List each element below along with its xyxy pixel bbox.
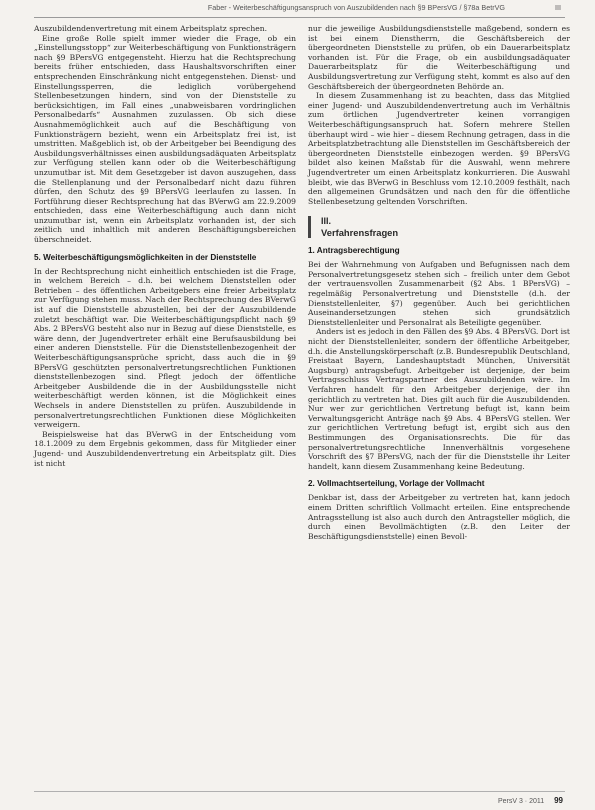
section-heading: 5. Weiterbeschäftigungsmöglichkeiten in der Dienststelle [34,252,257,262]
page-number: 99 [554,796,563,805]
footer-rule [34,791,565,792]
running-title: Faber - Weiterbeschäftigungsanspruch von Auszubildenden nach §9 BPersVG / §78a BetrVG [207,3,505,12]
main-heading-number: III. [321,216,332,227]
main-heading [308,216,570,238]
paragraph: Beispielsweise hat das BVerwG in der Entscheidung vom 18.1.2009 zu dem Ergebnis gekommen, dass für Mitglieder einer Jugend- und Auszubildendenvertretung ein Arbeitsplatz gilt. Dies ist nicht [34,429,296,468]
journal-issue: PersV 3 · 2011 [497,798,545,805]
left-column [34,24,296,468]
footer [498,796,563,805]
paragraph: Eine große Rolle spielt immer wieder die Frage, ob ein „Einstellungsstopp“ zur Weiterbeschäftigung von Funktionsträgern nach §9 BPersVG entgegensteht. Hierzu hat die Rechtsprechung bereits früher entschieden, dass Haushaltsvorschriften einer entsprechenden Einschränkung nicht entgegenstehen. Dienst- und Einstellungssperren, die lediglich vorübergehend Stellenbesetzungen hindern, sind von der Dienststelle zu berücksichtigen, im Fall eines „unabweisbaren vordringlichen Personalbedarfs“ Ausnahmen zuzulassen. Ob sich diese Ausnahmemöglichkeit auch auf die Beschäftigung von Funktionsträgern bezieht, wenn ein Arbeitsplatz frei ist, ist umstritten. Maßgeblich ist, ob der Arbeitgeber bei Beendigung des Ausbildungsverhältnisses einen ausbildungsadäquaten Arbeitsplatz zur Verfügung stellen kann oder ob die Weiterbeschäftigung unzumutbar ist. Mit dem Gesetzgeber ist davon auszugehen, dass die Stellenplanung und der Personalbedarf nicht dazu führen dürfen, den Schutz des §9 BPersVG leerlaufen zu lassen. In Fortführung dieser Rechtsprechung hat das BVerwG am 22.9.2009 entschieden, dass eine Weiterbeschäftigung auch dann nicht unzumutbar ist, wenn ein Arbeitsplatz vorhanden ist, der sich zeitlich und inhaltlich mit anderen Beschäftigungsbereichen überschneidet. [34,33,296,245]
page-flag: III [555,3,561,12]
paragraph: In diesem Zusammenhang ist zu beachten, dass das Mitglied einer Jugend- und Auszubildendenvertretung auch im Verhältnis zum örtlichen Jugendvertreter keinen vorrangigen Weiterbeschäftigungsanspruch hat. Sofern mehrere Stellen überhaupt wird – wie hier – diesem Rechnung getragen, dass in die Arbeitsplatzbetrachtung alle Dienststellen im Geschäftsbereich der übergeordneten Dienststelle einbezogen werden. §9 BPersVG bildet also keinen Maßstab für die Auswahl, wenn mehrere Jugendvertreter um einen Arbeitsplatz konkurrieren. Die Auswahl bleibt, wie das BVerwG in Beschluss vom 12.10.2009 festhält, nach den allgemeinen Grundsätzen und nach den für die öffentliche Stellenbesetzung geltenden Vorschriften. [308,91,570,206]
section-heading: 1. Antragsberechtigung [308,246,400,256]
paragraph: Auszubildendenvertretung mit einem Arbeitsplatz sprechen. [34,24,268,33]
paragraph: Anders ist es jedoch in den Fällen des §9 Abs. 4 BPersVG. Dort ist nicht der Dienststellenleiter, sondern der öffentliche Arbeitgeber, d.h. die Anstellungskörperschaft (z.B. Bundesrepublik Deutschland, Freistaat Bayern, Landeshauptstadt München, Universität Augsburg) antragsbefugt. Arbeitgeber ist derjenige, der beim Vertragsschluss Vertragspartner des Auszubildenden wäre. Im Verfahren handelt für den Arbeitgeber derjenige, der ihn gerichtlich zu vertreten hat. Dies gilt auch für die Auszubildenden. Nur wer zur gerichtlichen Vertretung befugt ist, kann beim Verwaltungsgericht Anträge nach §9 Abs. 4 BPersVG stellen. Wer zur gerichtlichen Vertretung befugt ist, ergibt sich aus den Bestimmungen des Organisationsrechts. Die für das personalvertretungsrechtliche Innenverhältnis vorgesehene Vorschrift des §7 BPersVG, nach der für die Dienststelle ihr Leiter handelt, kann diesem Zusammenhang keine Bedeutung. [308,327,570,471]
main-heading-title: Verfahrensfragen [321,227,399,239]
right-column [308,24,570,541]
paragraph: nur die jeweilige Ausbildungsdienststelle maßgebend, sondern es ist bei einem Dienstherrn, die Geschäftsbereich der übergeordneten Dienststelle zu prüfen, ob ein Dauerarbeitsplatz vorhanden ist. Für die Frage, ob ein ausbildungsadäquater Dauerarbeitsplatz für die Weiterbeschäftigung und Ausbildungsvertretung zur Verfügung steht, kommt es also auf den Geschäftsbereich der übergeordneten Behörde an. [308,24,570,91]
section-heading: 2. Vollmachtserteilung, Vorlage der Vollmacht [308,479,485,489]
paragraph: In der Rechtsprechung nicht einheitlich entschieden ist die Frage, in welchem Bereich – d.h. bei welchem Dienststellen oder Betrieben – des öffentlichen Arbeitgebers eine freier Arbeitsplatz zur Verfügung stehen muss. Nach der Rechtsprechung des BVerwG ist auf die Dienststelle abzustellen, bei der der Auszubildende zuletzt beschäftigt war. Die Weiterbeschäftigungspflicht nach §9 Abs. 2 BPersVG besteht also nur in Bezug auf diese Dienststelle, es wäre denn, der Jugendvertreter erhält eine Berufsausbildung bei einer anderen Dienststelle. Für die Dienststellenbezogenheit der Weiterbeschäftigungsansprüche spricht, dass auch die in §9 BPersVG geschützten personalvertretungsrechtlichen Funktionen dienststellenbezogen sind. Pflegt jedoch der öffentliche Arbeitgeber Ausbildende die in der Ausbildungsstelle nicht weiterbeschäftigt werden können, ist die Möglichkeit eines Wechsels in andere Dienststellen zu prüfen. Auszubildende in personalvertretungsrechtlichen Funktionen diese Möglichkeiten verweigern. [34,266,296,430]
paragraph: Bei der Wahrnehmung von Aufgaben und Befugnissen nach dem Personalvertretungsgesetz stehen sich – freilich unter dem Gebot der vertrauensvollen Zusammenarbeit (§2 Abs. 1 BPersVG) – regelmäßig Personalvertretung und Dienststelle (d.h. der Dienststellenleiter, §7) gegenüber. Auch bei gerichtlichen Auseinandersetzungen stehen sich grundsätzlich Dienststellenleiter und Personalrat als Beteiligte gegenüber. [308,260,570,327]
paragraph: Denkbar ist, dass der Arbeitgeber zu vertreten hat, kann jedoch einem Dritten schriftlich Vollmacht erteilen. Eine entsprechende Antragsstellung ist also auch durch den Antragsteller möglich, die durch einen Bevollmächtigten (z.B. den Leiter der Beschäftigungsdienststelle) einen Bevoll- [308,493,570,541]
